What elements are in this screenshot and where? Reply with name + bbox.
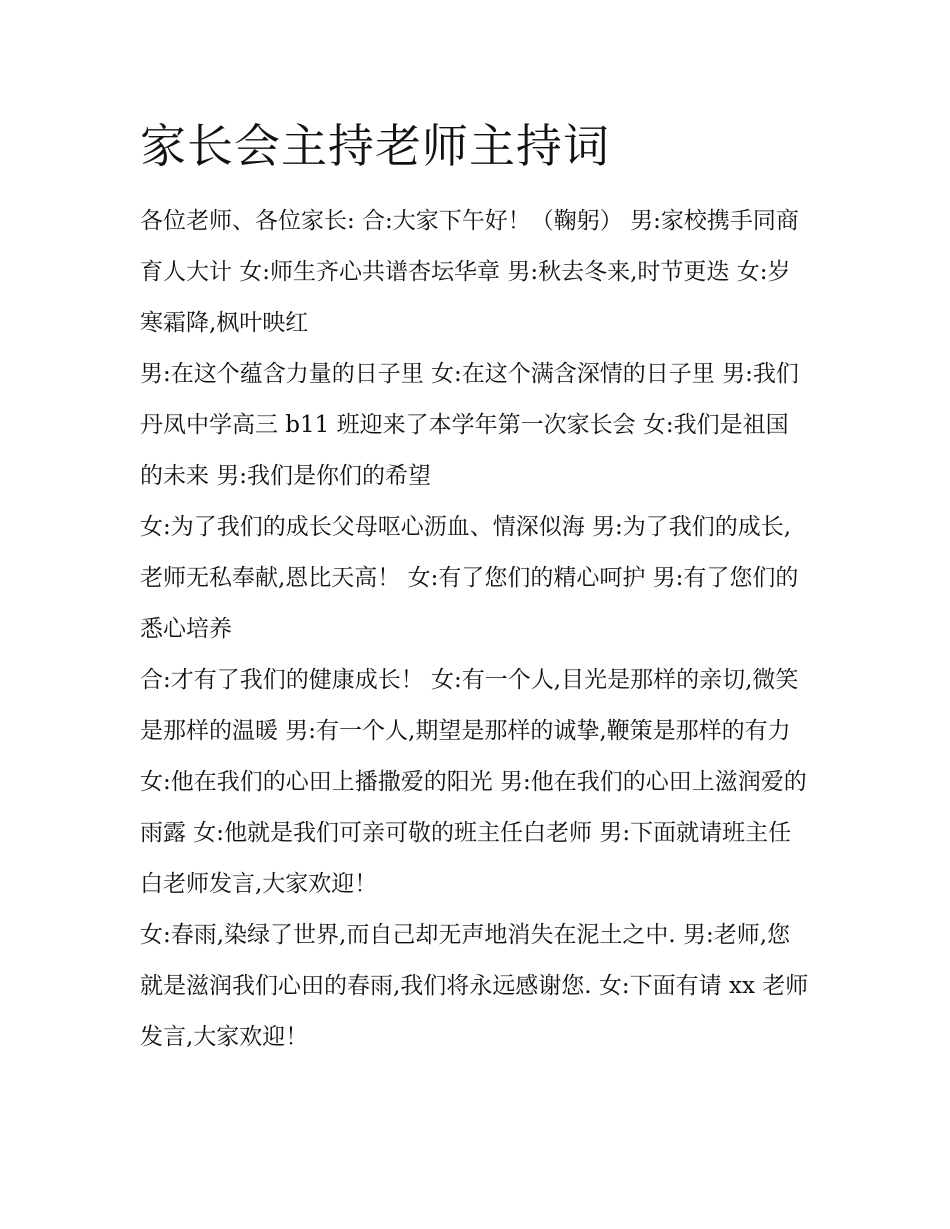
paragraph-2: 男:在这个蕴含力量的日子里 女:在这个满含深情的日子里 男:我们丹凤中学高三 b11 班迎来了本学年第一次家长会 女:我们是祖国的未来 男:我们是你们的希望 xyxy=(140,361,799,489)
paragraph-4: 合:才有了我们的健康成长！ 女:有一个人,目光是那样的亲切,微笑是那样的温暖 男:有一个人,期望是那样的诚挚,鞭策是那样的有力 xyxy=(140,667,799,744)
paragraph-3: 女:为了我们的成长父母呕心沥血、情深似海 男:为了我们的成长,老师无私奉献,恩比天高！ 女:有了您们的精心呵护 男:有了您们的悉心培养 xyxy=(140,514,799,642)
paragraph-6: 女:春雨,染绿了世界,而自己却无声地消失在泥土之中. 男:老师,您就是滋润我们心田的春雨,我们将永远感谢您. 女:下面有请 xx 老师发言,大家欢迎！ xyxy=(140,922,809,1050)
paragraph-5: 女:他在我们的心田上播撒爱的阳光 男:他在我们的心田上滋润爱的雨露 女:他就是我们可亲可敬的班主任白老师 男:下面就请班主任白老师发言,大家欢迎！ xyxy=(140,769,807,897)
paragraph-1: 各位老师、各位家长: 合:大家下午好！（鞠躬） 男:家校携手同商育人大计 女:师生齐心共谱杏坛华章 男:秋去冬来,时节更迭 女:岁寒霜降,枫叶映红 xyxy=(140,208,799,336)
document-title: 家长会主持老师主持词 xyxy=(140,119,610,173)
